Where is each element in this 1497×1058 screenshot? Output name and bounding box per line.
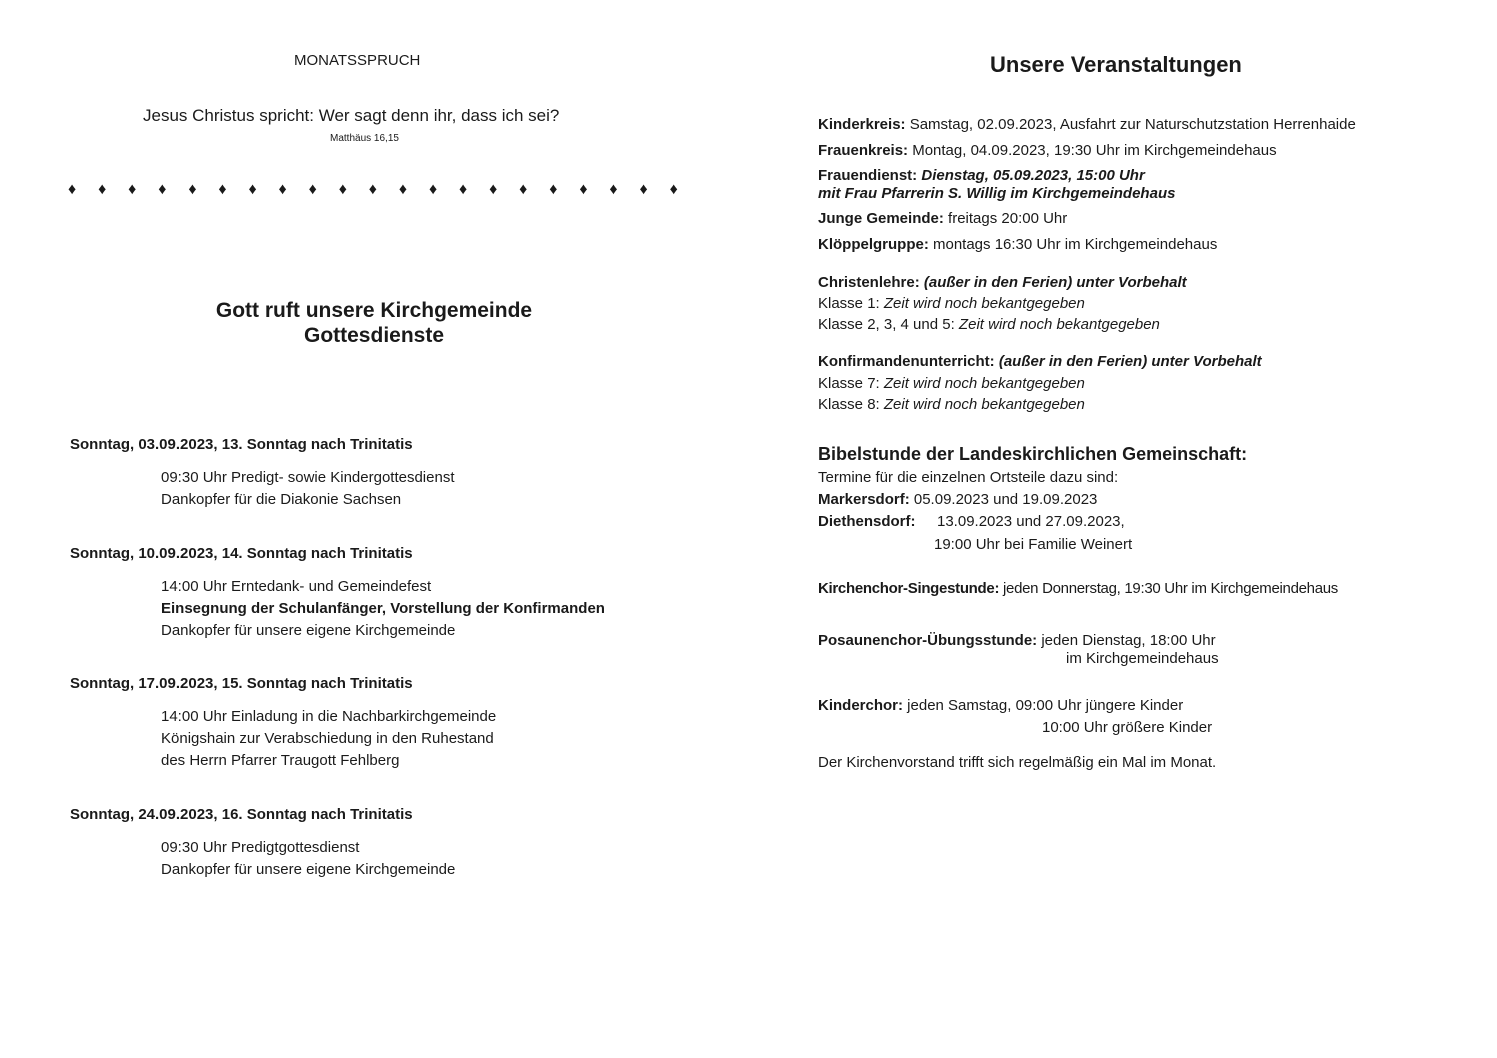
k7-label: Klasse 7: [818,375,880,392]
bibelstunde-intro: Termine für die einzelnen Ortsteile dazu sind: [818,469,1119,486]
frauendienst-text: Dienstag, 05.09.2023, 15:00 Uhr [917,167,1145,184]
service-line: Königshain zur Verabschiedung in den Ruhestand [161,730,494,747]
page-title [174,298,574,348]
service-line: Einsegnung der Schulanfänger, Vorstellung der Konfirmanden [161,600,605,617]
diamond-icon: ♦ [158,181,167,198]
christenlehre-line [818,274,1187,291]
service-date: Sonntag, 17.09.2023, 15. Sonntag nach Trinitatis [70,675,413,692]
diamond-divider [68,180,678,200]
page-title-line1: Gott ruft unsere Kirchgemeinde [215,299,533,322]
service-line: 09:30 Uhr Predigtgottesdienst [161,839,360,856]
kirchenvorstand-note: Der Kirchenvorstand trifft sich regelmäßig ein Mal im Monat. [818,754,1217,771]
kloeppelgruppe-label: Klöppelgruppe: [818,236,929,253]
kinderkreis-label: Kinderkreis: [818,116,906,133]
posaunenchor-text: jeden Dienstag, 18:00 Uhr [1037,632,1216,649]
frauenkreis-label: Frauenkreis: [818,142,909,159]
page-title-line2: Gottesdienste [303,324,445,347]
service-line: Dankopfer für unsere eigene Kirchgemeinde [161,861,456,878]
diamond-icon: ♦ [338,181,347,198]
junge-gemeinde-text: freitags 20:00 Uhr [943,210,1068,227]
k1-label: Klasse 1: [818,295,880,312]
service-line: Dankopfer für die Diakonie Sachsen [161,491,402,508]
service-line: 14:00 Uhr Einladung in die Nachbarkirchgemeinde [161,708,497,725]
diamond-icon: ♦ [639,181,648,198]
monthly-quote: Jesus Christus spricht: Wer sagt denn ihr, dass ich sei? [143,106,560,125]
junge-gemeinde-line [818,210,1067,227]
diamond-icon: ♦ [68,181,77,198]
konfirmanden-label: Konfirmandenunterricht: [818,353,995,370]
junge-gemeinde-label: Junge Gemeinde: [818,210,944,227]
markersdorf-line [818,491,1097,508]
kirchenchor-text: jeden Donnerstag, 19:30 Uhr im Kirchgemeindehaus [999,580,1338,597]
diamond-icon: ♦ [669,181,678,198]
konfirmanden-k8 [818,396,1085,413]
diamond-icon: ♦ [368,181,377,198]
diamond-icon: ♦ [248,181,257,198]
k2-text: Zeit wird noch bekantgegeben [954,316,1160,333]
kirchenchor-label: Kirchenchor-Singestunde: [818,580,1000,597]
kinderkreis-text: Samstag, 02.09.2023, Ausfahrt zur Naturschutzstation Herrenhaide [905,116,1356,133]
events-title: Unsere Veranstaltungen [990,52,1242,77]
kinderchor-text2: 10:00 Uhr größere Kinder [1042,719,1213,736]
konfirmanden-line [818,353,1262,370]
diamond-icon: ♦ [278,181,287,198]
quote-reference: Matthäus 16,15 [330,133,399,144]
diamond-icon: ♦ [549,181,558,198]
posaunenchor-text2: im Kirchgemeindehaus [1066,650,1219,667]
frauenkreis-text: Montag, 04.09.2023, 19:30 Uhr im Kirchgemeindehaus [908,142,1277,159]
k7-text: Zeit wird noch bekantgegeben [879,375,1085,392]
kinderchor-text: jeden Samstag, 09:00 Uhr jüngere Kinder [903,697,1184,714]
kinderchor-line [818,697,1183,714]
diamond-icon: ♦ [609,181,618,198]
christenlehre-k1 [818,295,1085,312]
posaunenchor-label: Posaunenchor-Übungsstunde: [818,632,1038,649]
service-date: Sonntag, 10.09.2023, 14. Sonntag nach Trinitatis [70,545,413,562]
markersdorf-text: 05.09.2023 und 19.09.2023 [909,491,1098,508]
diamond-icon: ♦ [308,181,317,198]
posaunenchor-line [818,632,1216,649]
frauenkreis-line [818,142,1277,159]
kloeppelgruppe-line [818,236,1217,253]
service-date: Sonntag, 03.09.2023, 13. Sonntag nach Trinitatis [70,436,413,453]
kloeppelgruppe-text: montags 16:30 Uhr im Kirchgemeindehaus [928,236,1218,253]
service-line: Dankopfer für unsere eigene Kirchgemeinde [161,622,456,639]
service-line: 09:30 Uhr Predigt- sowie Kindergottesdienst [161,469,455,486]
christenlehre-label: Christenlehre: [818,274,920,291]
diamond-icon: ♦ [579,181,588,198]
service-line: 14:00 Uhr Erntedank- und Gemeindefest [161,578,432,595]
konfirmanden-note: (außer in den Ferien) unter Vorbehalt [994,353,1262,370]
diamond-icon: ♦ [489,181,498,198]
diamond-icon: ♦ [218,181,227,198]
frauendienst-label: Frauendienst: [818,167,918,184]
markersdorf-label: Markersdorf: [818,491,910,508]
kirchenchor-line [818,580,1338,597]
diethensdorf-label: Diethensdorf: [818,513,916,530]
diamond-icon: ♦ [519,181,528,198]
christenlehre-k2 [818,316,1160,333]
christenlehre-note: (außer in den Ferien) unter Vorbehalt [919,274,1187,291]
diethensdorf-text2: 19:00 Uhr bei Familie Weinert [934,536,1133,553]
frauendienst-line [818,167,1145,184]
monatsspruch-heading: MONATSSPRUCH [294,52,421,69]
frauendienst-line2: mit Frau Pfarrerin S. Willig im Kirchgemeindehaus [818,185,1176,202]
bibelstunde-title: Bibelstunde der Landeskirchlichen Gemeinschaft: [818,444,1248,464]
diamond-icon: ♦ [128,181,137,198]
diamond-icon: ♦ [98,181,107,198]
diamond-icon: ♦ [188,181,197,198]
diamond-icon: ♦ [459,181,468,198]
diamond-icon: ♦ [428,181,438,198]
k8-label: Klasse 8: [818,396,880,413]
service-date: Sonntag, 24.09.2023, 16. Sonntag nach Trinitatis [70,806,413,823]
diethensdorf-text: 13.09.2023 und 27.09.2023, [937,513,1125,530]
service-line: des Herrn Pfarrer Traugott Fehlberg [161,752,400,769]
kinderkreis-line [818,116,1356,133]
kinderchor-label: Kinderchor: [818,697,904,714]
k1-text: Zeit wird noch bekantgegeben [879,295,1085,312]
k2-label: Klasse 2, 3, 4 und 5: [818,316,955,333]
diamond-icon: ♦ [398,181,408,198]
konfirmanden-k7 [818,375,1085,392]
k8-text: Zeit wird noch bekantgegeben [879,396,1085,413]
